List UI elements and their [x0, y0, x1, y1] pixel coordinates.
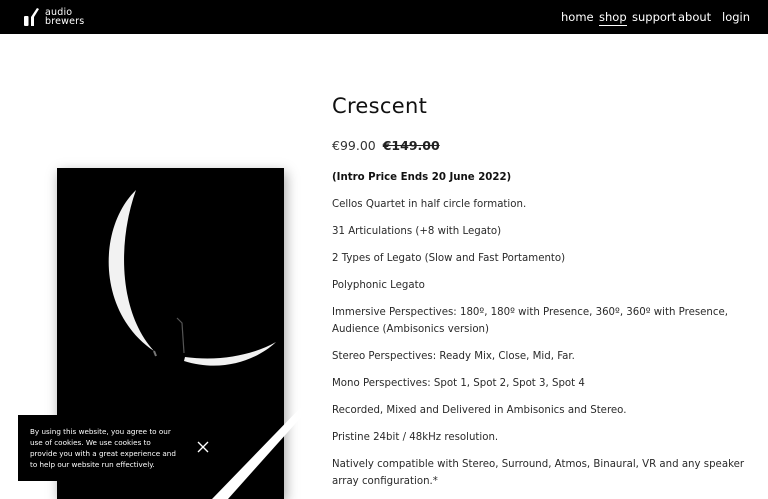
cookie-banner: [18, 415, 228, 481]
feature-item: Stereo Perspectives: Ready Mix, Close, Mid, Far.: [332, 351, 575, 362]
logo-wordmark: [45, 8, 84, 27]
feature-item: Recorded, Mixed and Delivered in Ambisonics and Stereo.: [332, 405, 627, 416]
nav-about[interactable]: about: [678, 10, 712, 24]
feature-item: Cellos Quartet in half circle formation.: [332, 199, 527, 210]
nav-home[interactable]: home: [561, 10, 594, 24]
feature-item: 2 Types of Legato (Slow and Fast Portamento): [332, 253, 566, 264]
feature-item: Pristine 24bit / 48kHz resolution.: [332, 432, 499, 443]
product-price: [332, 138, 440, 153]
logo-line-2: brewers: [45, 16, 85, 27]
nav-shop[interactable]: shop: [599, 10, 627, 24]
nav-support[interactable]: support: [632, 10, 677, 24]
feature-item: Mono Perspectives: Spot 1, Spot 2, Spot 3, Spot 4: [332, 378, 585, 389]
cookie-line: provide you with a great experience and: [30, 449, 176, 458]
feature-item: Natively compatible with Stereo, Surround, Atmos, Binaural, VR and any speaker: [332, 459, 745, 470]
logo-line-1: audio: [45, 6, 73, 18]
site-header: [0, 0, 768, 34]
nav-login[interactable]: login: [722, 10, 751, 24]
feature-item: Immersive Perspectives: 180º, 180º with Presence, 360º, 360º with Presence,: [332, 307, 728, 318]
price-original: €149.00: [382, 138, 440, 153]
price-current: €99.00: [332, 138, 376, 153]
close-icon[interactable]: [196, 440, 210, 454]
audio-brewers-logo-icon: [23, 7, 41, 27]
cookie-line: use of cookies. We use cookies to: [30, 438, 151, 447]
site-logo[interactable]: [23, 7, 84, 27]
cookie-line: to help our website run effectively.: [30, 460, 155, 469]
feature-item-continued: array configuration.*: [332, 476, 438, 487]
product-title: Crescent: [332, 94, 428, 118]
cookie-line: By using this website, you agree to our: [30, 427, 171, 436]
feature-item: 31 Articulations (+8 with Legato): [332, 226, 502, 237]
feature-item-continued: Audience (Ambisonics version): [332, 324, 489, 335]
cookie-message: [30, 426, 190, 470]
feature-item: Polyphonic Legato: [332, 280, 425, 291]
intro-price-note: (Intro Price Ends 20 June 2022): [332, 172, 512, 183]
